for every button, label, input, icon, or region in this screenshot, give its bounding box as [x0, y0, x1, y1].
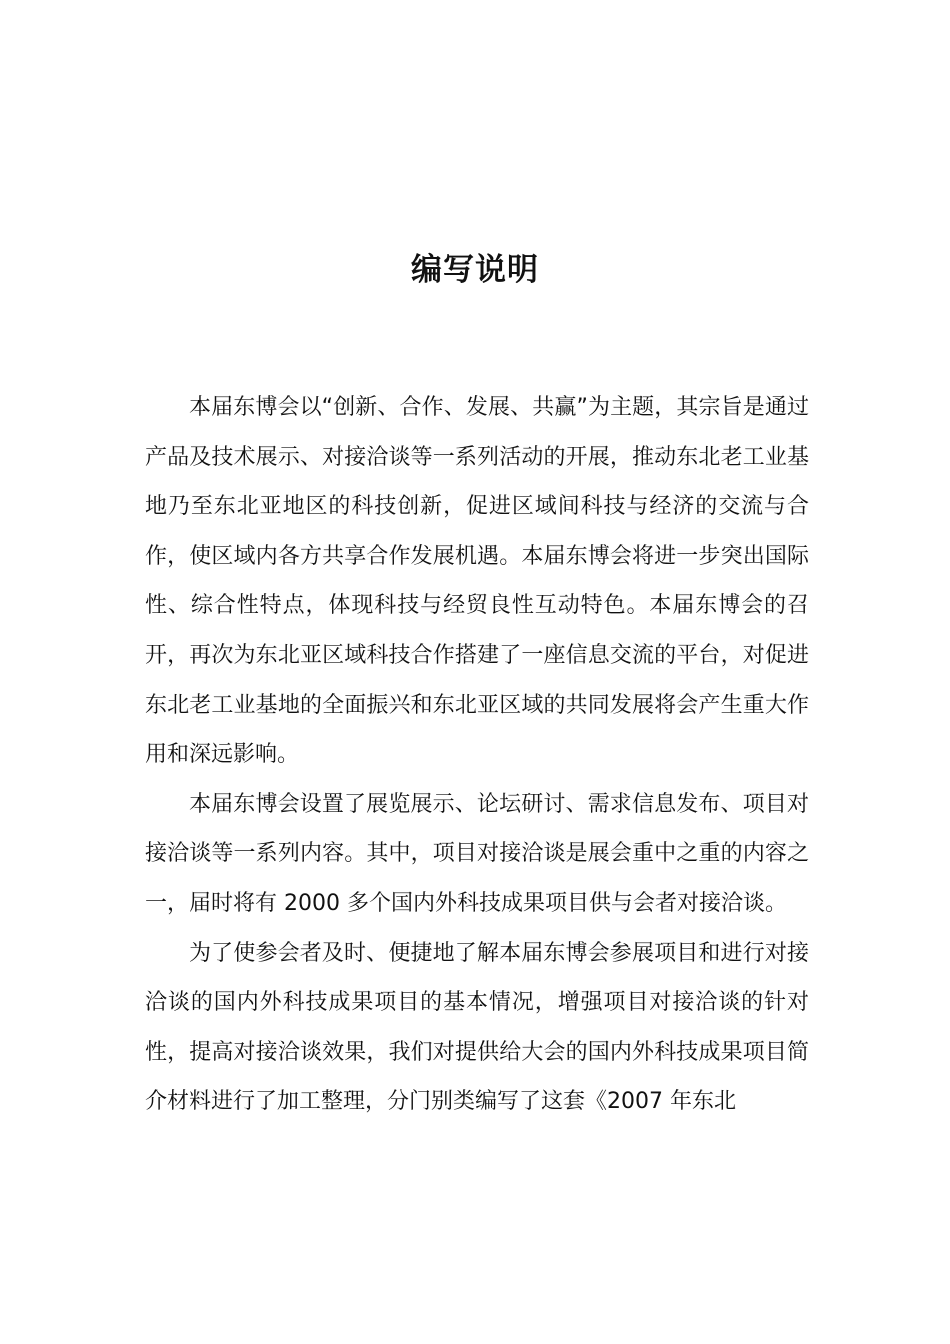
paragraph-content: 本届东博会设置了展览展示、论坛研讨、需求信息发布、项目对接洽谈等一系列内容。其中，项目对接洽谈是展会重中之重的内容之一，届时将有 2000 多个国内外科技成果项目供与会者对接洽谈。 — [145, 791, 809, 916]
document-body — [145, 383, 809, 1127]
paragraph-purpose: 为了使参会者及时、便捷地了解本届东博会参展项目和进行对接洽谈的国内外科技成果项目的基本情况，增强项目对接洽谈的针对性，提高对接洽谈效果，我们对提供给大会的国内外科技成果项目简介材料进行了加工整理，分门别类编写了这套《2007 年东北 — [145, 940, 809, 1115]
paragraph-theme: 本届东博会以“创新、合作、发展、共赢”为主题，其宗旨是通过产品及技术展示、对接洽谈等一系列活动的开展，推动东北老工业基地乃至东北亚地区的科技创新，促进区域间科技与经济的交流与合作，使区域内各方共享合作发展机遇。本届东博会将进一步突出国际性、综合性特点，体现科技与经贸良性互动特色。本届东博会的召开，再次为东北亚区域科技合作搭建了一座信息交流的平台，对促进东北老工业基地的全面振兴和东北亚区域的共同发展将会产生重大作用和深远影响。 — [145, 395, 809, 768]
page-title: 编写说明 — [411, 252, 539, 288]
